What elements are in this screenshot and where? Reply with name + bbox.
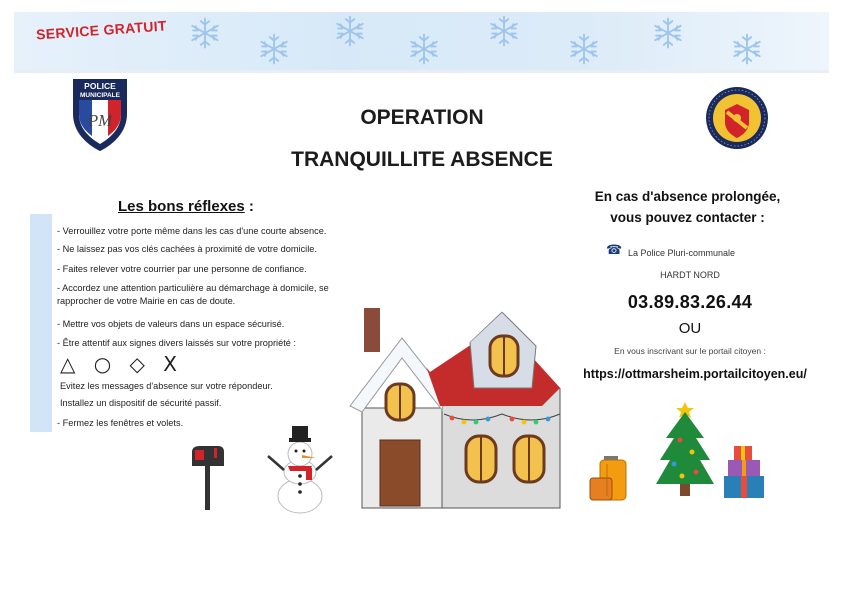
title-tranquillite-absence: TRANQUILLITE ABSENCE — [291, 148, 553, 171]
snowflake-icon — [567, 32, 601, 66]
badge-text-police: POLICE — [84, 81, 116, 91]
snowflake-icon — [333, 14, 367, 48]
hardt-nord-crest-icon — [705, 86, 769, 150]
police-name: La Police Pluri-communale — [628, 248, 736, 258]
snowflake-icon — [730, 32, 764, 66]
snowflake-icon — [651, 16, 685, 50]
reflex-item: - Faites relever votre courrier par une personne de confiance. — [57, 264, 307, 274]
reflexes-heading — [118, 198, 254, 215]
service-gratuit-label: SERVICE GRATUIT — [35, 17, 168, 43]
reflexes-side-bar — [30, 214, 52, 432]
area-name: HARDT NORD — [660, 270, 720, 280]
reflex-item: Installez un dispositif de sécurité passif. — [60, 398, 222, 408]
reflexes-heading-colon: : — [244, 198, 254, 215]
snowflake-icon — [487, 14, 521, 48]
phone-icon: ☎ — [606, 243, 623, 258]
reflex-item: - Être attentif aux signes divers laissés sur votre propriété : — [57, 338, 296, 348]
reflex-item: - Ne laissez pas vos clés cachées à proximité de votre domicile. — [57, 244, 317, 254]
reflex-item: Evitez les messages d'absence sur votre répondeur. — [60, 381, 273, 391]
badge-monogram: PM — [87, 111, 113, 130]
snowy-house-illustration — [342, 298, 572, 510]
snowflake-icon — [407, 32, 441, 66]
reflex-item: - Accordez une attention particulière au démarchage à domicile, se rapprocher de votre Mairie en cas de doute. — [57, 283, 329, 306]
snowman-icon — [262, 424, 338, 514]
or-label: OU — [678, 320, 702, 337]
phone-number: 03.89.83.26.44 — [627, 292, 753, 312]
absence-heading — [570, 186, 805, 228]
reflexes-heading-text: Les bons réflexes — [118, 198, 245, 215]
police-municipale-badge-icon — [70, 76, 130, 152]
snowflake-icon — [188, 16, 222, 50]
gift-boxes-icon — [722, 444, 766, 500]
mailbox-icon — [188, 444, 228, 510]
absence-line-2: vous pouvez contacter : — [610, 210, 765, 225]
absence-line-1: En cas d'absence prolongée, — [594, 189, 781, 204]
badge-text-municipale: MUNICIPALE — [80, 92, 120, 99]
reflex-item: - Verrouillez votre porte même dans les cas d'une courte absence. — [57, 226, 327, 236]
christmas-tree-icon — [652, 398, 718, 500]
portal-url-link[interactable]: https://ottmarsheim.portailcitoyen.eu/ — [583, 367, 807, 381]
register-text: En vous inscrivant sur le portail citoyen : — [614, 346, 766, 356]
snowflake-icon — [257, 32, 291, 66]
reflex-item: - Fermez les fenêtres et volets. — [57, 418, 184, 428]
suitcase-icon — [588, 452, 630, 504]
title-operation: OPERATION — [360, 106, 484, 129]
banner-divider — [14, 70, 829, 73]
warning-signs-symbols: △ ○ ◇ X — [60, 352, 183, 376]
reflex-item: - Mettre vos objets de valeurs dans un espace sécurisé. — [57, 319, 285, 329]
